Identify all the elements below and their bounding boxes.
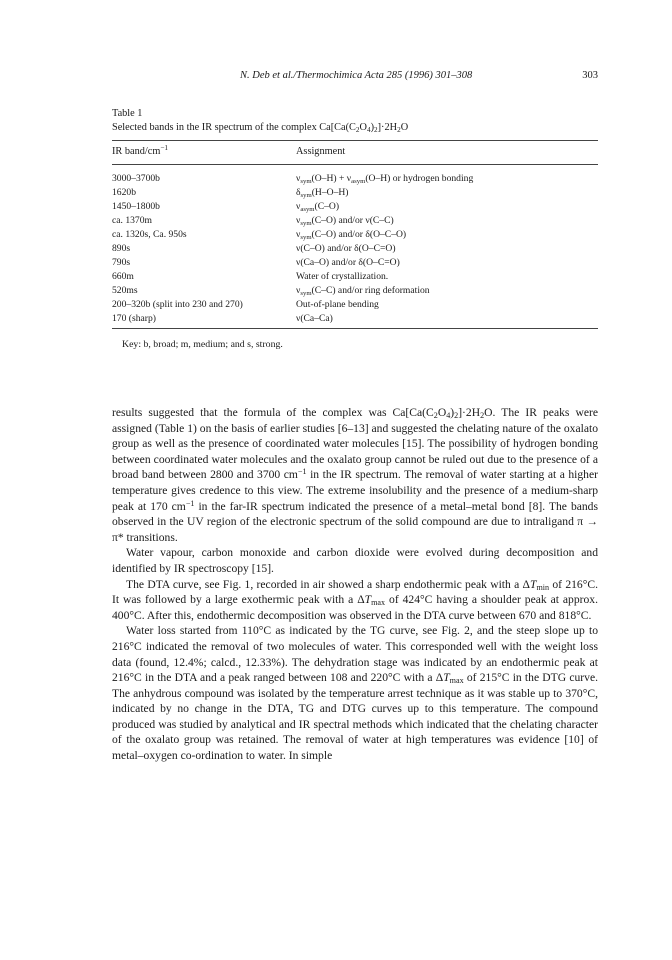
table-header-assignment: Assignment <box>296 146 346 157</box>
table-caption: Selected bands in the IR spectrum of the complex $Ca[Ca(C_2O_4)_2]\cdot 2H_2O$ <box>112 122 409 134</box>
table-row <box>112 271 598 284</box>
table-row <box>112 299 598 312</box>
page-number: 303 <box>582 70 598 81</box>
table-row <box>112 313 598 326</box>
band-cell: ca. 1320s, Ca. 950s <box>112 229 187 240</box>
table-row <box>112 243 598 256</box>
assignment-cell: ν(Ca–Ca) <box>296 313 333 324</box>
band-cell: 170 (sharp) <box>112 313 156 324</box>
band-cell: 1450–1800b <box>112 201 160 212</box>
band-cell: 660m <box>112 271 134 282</box>
assignment-cell: $\delta_{sym}(H-O-H)$ <box>296 187 349 199</box>
table-label: Table 1 <box>112 108 143 119</box>
table-bottom-rule <box>112 328 598 329</box>
table-header-band: IR band/$cm^{-1}$ <box>112 144 168 157</box>
assignment-cell: ν(C–O) and/or δ(O–C=O) <box>296 243 396 254</box>
body-paragraph: Water loss started from 110°C as indicated by the TG curve, see Fig. 2, and the steep slope up to 216°C indicated the removal of two molecules of water. This corresponded well with the weight loss data (found, 12.4%; calcd., 12.33%). The dehydration stage was indicated by an endothermic peak at 216°C in the DTA and a peak ranged between 108 and 220°C with a $\Delta T_{max}$ of 215°C in the DTG curve. The anhydrous compound was isolated by the temperature arrest technique as it was stable up to 370°C, indicated by no change in the DTA, TG and DTG curves up to this temperature. The compound produced was studied by analytical and IR spectral methods which indicated that the chelating character of the oxalato group was retained. The removal of water at high temperatures was evidence [10] of metal–oxygen co-ordination to water. In simple <box>112 624 598 763</box>
body-paragraph: Water vapour, carbon monoxide and carbon dioxide were evolved during decomposition and identified by IR spectroscopy [15]. <box>112 546 598 575</box>
table-row <box>112 215 598 228</box>
table-top-rule <box>112 140 598 141</box>
body-paragraph: The DTA curve, see Fig. 1, recorded in air showed a sharp endothermic peak with a $\Delta T_{min}$ of 216°C. It was followed by a large exothermic peak with a $\Delta T_{max}$ of 424°C having a shoulder peak at approx. 400°C. After this, endothermic decomposition was observed in the DTA curve between 670 and 818°C. <box>112 577 598 622</box>
band-cell: 890s <box>112 243 131 254</box>
assignment-cell: $\nu_{sym}(C-O)$ and/or ν(C–C) <box>296 215 394 227</box>
band-cell: 3000–3700b <box>112 173 160 184</box>
table-row <box>112 187 598 200</box>
assignment-cell: $\nu_{sym}(C-C)$ and/or ring deformation <box>296 285 430 297</box>
band-cell: 200–320b (split into 230 and 270) <box>112 299 243 310</box>
assignment-cell: Out-of-plane bending <box>296 299 379 310</box>
band-cell: 790s <box>112 257 131 268</box>
assignment-cell: $\nu_{asym}(C-O)$ <box>296 201 340 213</box>
assignment-cell: $\nu_{sym}(O-H) + \nu_{asym}(O-H)$ or hydrogen bonding <box>296 173 474 185</box>
band-cell: ca. 1370m <box>112 215 152 226</box>
table-row <box>112 173 598 186</box>
table-row <box>112 285 598 298</box>
table-row <box>112 257 598 270</box>
table-header-rule <box>112 164 598 165</box>
body-paragraph: results suggested that the formula of the complex was $Ca[Ca(C_2O_4)_2]\cdot 2H_2O$. The IR peaks were assigned (Table 1) on the basis of earlier studies [6–13] and suggested the chelating nature of the oxalato group as well as the presence of coordinated water molecules [15]. The possibility of hydrogen bonding between coordinated water molecules and the oxalato group cannot be ruled out due to the presence of a broad band between 2800 and 3700 $cm^{-1}$ in the IR spectrum. The removal of water starting at a higher temperature gives credence to this view. The extreme insolubility and the presence of a medium-sharp peak at 170 $cm^{-1}$ in the far-IR spectrum indicated the presence of a metal–metal bond [8]. The bands observed in the UV region of the electronic spectrum of the solid compound are due to intraligand π → π* transitions. <box>112 406 598 544</box>
table-key: Key: b, broad; m, medium; and s, strong. <box>122 339 283 350</box>
table-caption-block <box>112 107 598 135</box>
table-row <box>112 229 598 242</box>
running-header <box>112 70 598 86</box>
assignment-cell: $\nu_{sym}(C-O)$ and/or δ(O–C–O) <box>296 229 407 241</box>
body-text <box>112 405 598 764</box>
assignment-cell: Water of crystallization. <box>296 271 389 282</box>
band-cell: 520ms <box>112 285 138 296</box>
running-title: N. Deb et al./Thermochimica Acta 285 (1996) 301–308 <box>240 70 473 81</box>
table-row <box>112 201 598 214</box>
band-cell: 1620b <box>112 187 136 198</box>
assignment-cell: ν(Ca–O) and/or δ(O–C=O) <box>296 257 400 268</box>
